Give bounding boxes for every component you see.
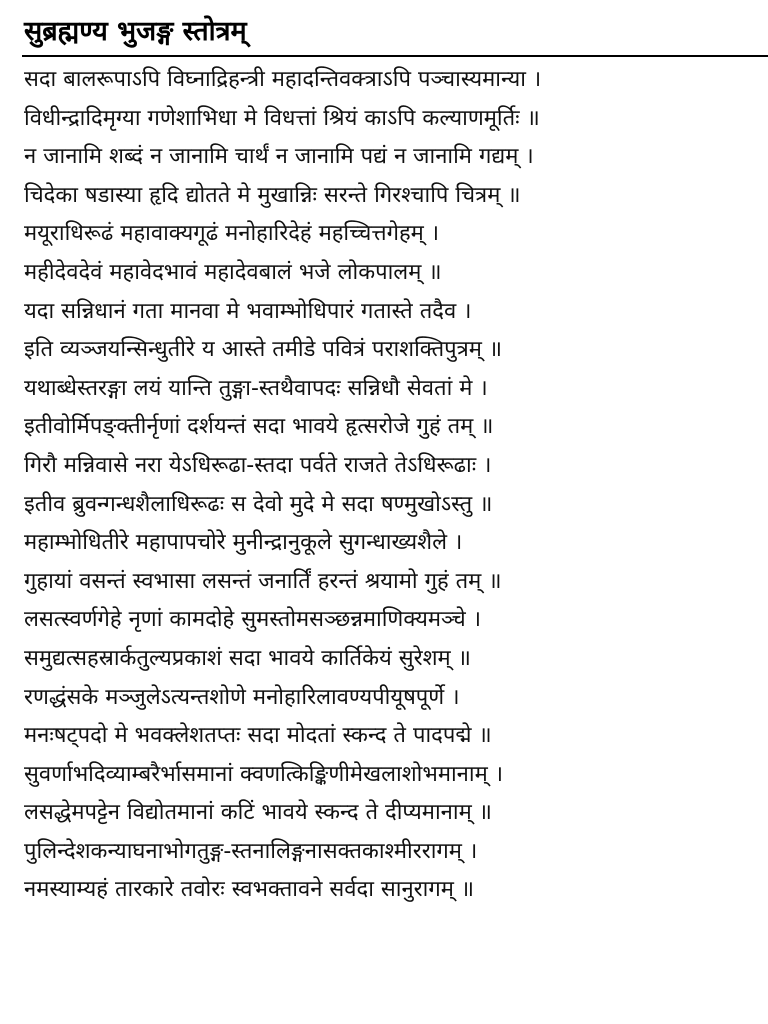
verse-line-4: चिदेका षडास्या हृदि द्योतते मे मुखान्निः सरन्ते गिरश्चापि चित्रम् ॥ (24, 182, 521, 208)
verse-line-20: लसद्धेमपट्टेन विद्योतमानां कटिं भावये स्कन्द ते दीप्यमानाम् ॥ (24, 800, 492, 826)
verse-line-11: गिरौ मन्निवासे नरा येऽधिरूढा-स्तदा पर्वते राजते तेऽधिरूढाः । (24, 452, 492, 478)
verse-line-3: न जानामि शब्दं न जानामि चार्थं न जानामि पद्यं न जानामि गद्यम् । (24, 144, 534, 170)
verse-line-15: लसत्स्वर्णगेहे नृणां कामदोहे सुमस्तोमसञ्छन्नमाणिक्यमञ्चे । (24, 607, 482, 633)
verse-line-9: यथाब्धेस्तरङ्गा लयं यान्ति तुङ्गा-स्तथैवापदः सन्निधौ सेवतां मे । (24, 375, 488, 401)
verse-line-22: नमस्याम्यहं तारकारे तवोरः स्वभक्तावने सर्वदा सानुरागम् ॥ (24, 877, 475, 903)
verse-line-2: विधीन्द्रादिमृग्या गणेशाभिधा मे विधत्तां श्रियं काऽपि कल्याणमूर्तिः ॥ (24, 105, 540, 131)
verse-line-21: पुलिन्देशकन्याघनाभोगतुङ्ग-स्तनालिङ्गनासक्तकाश्मीररागम् । (24, 838, 478, 864)
verse-line-12: इतीव ब्रुवन्गन्धशैलाधिरूढः स देवो मुदे मे सदा षण्मुखोऽस्तु ॥ (24, 491, 493, 517)
verse-line-6: महीदेवदेवं महावेदभावं महादेवबालं भजे लोकपालम् ॥ (24, 259, 442, 285)
verse-line-19: सुवर्णाभदिव्याम्बरैर्भासमानां क्वणत्किङ्किणीमेखलाशोभमानाम् । (24, 761, 504, 787)
verse-line-7: यदा सन्निधानं गता मानवा मे भवाम्भोधिपारं गतास्ते तदैव । (24, 298, 472, 324)
verse-line-17: रणद्धंसके मञ्जुलेऽत्यन्तशोणे मनोहारिलावण्यपीयूषपूर्णे । (24, 684, 460, 710)
verse-line-8: इति व्यञ्जयन्सिन्धुतीरे य आस्ते तमीडे पवित्रं पराशक्तिपुत्रम् ॥ (24, 337, 503, 363)
verse-line-10: इतीवोर्मिपङ्क्तीर्नृणां दर्शयन्तं सदा भावये हृत्सरोजे गुहं तम् ॥ (24, 414, 494, 440)
verse-line-5: मयूराधिरूढं महावाक्यगूढं मनोहारिदेहं महच्चित्तगेहम् । (24, 221, 440, 247)
title-underline (22, 55, 768, 57)
verse-block (24, 61, 760, 910)
verse-line-14: गुहायां वसन्तं स्वभासा लसन्तं जनार्तिं हरन्तं श्रयामो गुहं तम् ॥ (24, 568, 502, 594)
page-title: सुब्रह्मण्य भुजङ्ग स्तोत्रम् (24, 16, 247, 47)
verse-line-13: महाम्भोधितीरे महापापचोरे मुनीन्द्रानुकूले सुगन्धाख्यशैले । (24, 530, 463, 556)
verse-line-1: सदा बालरूपाऽपि विघ्नाद्रिहन्त्री महादन्तिवक्त्राऽपि पञ्चास्यमान्या । (24, 67, 542, 92)
verse-line-18: मनःषट्पदो मे भवक्लेशतप्तः सदा मोदतां स्कन्द ते पादपद्मे ॥ (24, 723, 492, 749)
verse-line-16: समुद्यत्सहस्रार्कतुल्यप्रकाशं सदा भावये कार्तिकेयं सुरेशम् ॥ (24, 645, 471, 671)
